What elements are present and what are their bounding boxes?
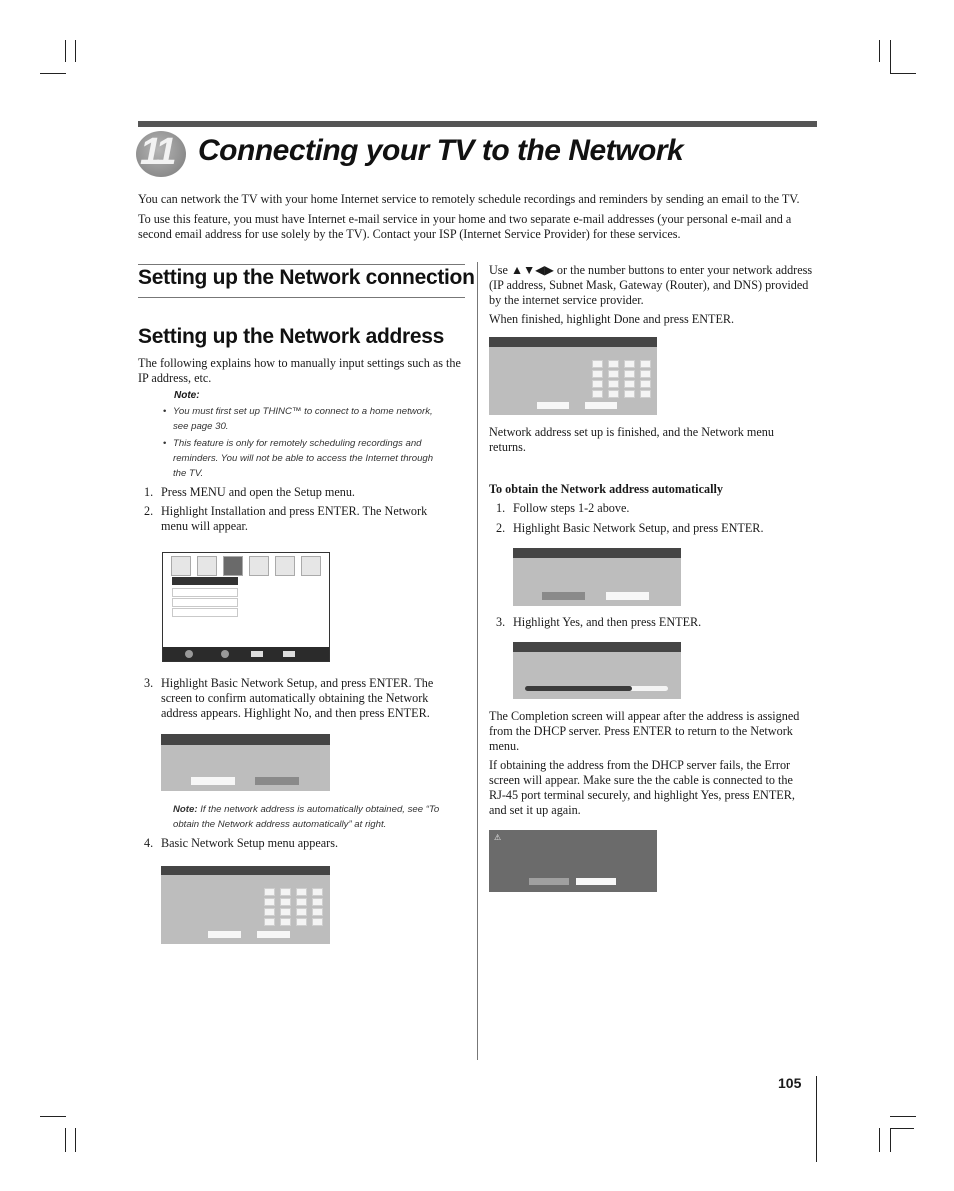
step-number: 2. <box>144 504 154 518</box>
chapter-number: 11 <box>140 131 174 173</box>
step-number: 3. <box>496 615 506 629</box>
screen-title-bar <box>161 734 330 745</box>
crop-mark <box>890 1128 914 1129</box>
note2-text: If the network address is automatically obtained, see “To obtain the Network address automatically” at right. <box>173 804 440 830</box>
step-item <box>144 836 451 851</box>
address-cell <box>592 370 603 378</box>
lead-paragraph: The following explains how to manually input settings such as the IP address, etc. <box>138 356 461 385</box>
crop-mark <box>890 40 891 74</box>
step-item <box>496 521 813 536</box>
crop-mark <box>890 73 916 74</box>
address-cell <box>640 360 651 368</box>
use-paragraph: Use ▲▼◀▶ or the number buttons to enter your network address (IP address, Subnet Mask, Gateway (Router), and DNS) provided by the internet service provider. <box>489 263 813 307</box>
address-cell <box>296 898 307 906</box>
step-number: 2. <box>496 521 506 535</box>
step-number: 3. <box>144 676 154 690</box>
network-address-screenshot <box>489 337 657 415</box>
back-key-icon <box>251 651 263 657</box>
address-cell <box>624 390 635 398</box>
screen-title-bar <box>489 337 657 347</box>
menu-row <box>172 608 238 617</box>
progress-fill <box>525 686 632 691</box>
address-cell <box>296 918 307 926</box>
obtaining-address-screenshot <box>513 642 681 699</box>
address-cell <box>280 888 291 896</box>
address-cell <box>608 360 619 368</box>
address-cell <box>640 370 651 378</box>
address-cell <box>264 888 275 896</box>
address-cell <box>592 390 603 398</box>
setup-menu-screenshot <box>162 552 330 662</box>
no-button-mock <box>576 878 616 885</box>
step-text: Highlight Installation and press ENTER. The Network menu will appear. <box>161 504 428 533</box>
tv-guide-icon <box>249 556 269 576</box>
confirm-auto-screenshot <box>161 734 330 791</box>
address-cell <box>296 908 307 916</box>
page-number-rule <box>816 1076 817 1162</box>
step-text: Highlight Basic Network Setup, and press ENTER. <box>513 521 764 535</box>
crop-mark <box>40 73 66 74</box>
cancel-button-mock <box>585 402 617 409</box>
step-item <box>144 504 451 534</box>
address-cell <box>640 390 651 398</box>
antenna-icon <box>171 556 191 576</box>
section-rule-bottom <box>138 297 465 298</box>
address-cell <box>280 918 291 926</box>
address-cell <box>608 390 619 398</box>
crop-mark <box>890 1116 916 1117</box>
select-icon <box>221 650 229 658</box>
clock-icon <box>275 556 295 576</box>
crop-mark <box>65 40 66 62</box>
note-text: This feature is only for remotely scheduling recordings and reminders. You will not be able to access the Internet through the TV. <box>173 438 434 479</box>
address-cell <box>264 918 275 926</box>
note-label: Note: <box>174 390 200 401</box>
navigate-icon <box>185 650 193 658</box>
yes-button-mock <box>191 777 235 785</box>
crop-mark <box>879 1128 880 1152</box>
note-text: You must first set up THINC™ to connect to a home network, see page 30. <box>173 406 433 432</box>
chapter-title: Connecting your TV to the Network <box>198 134 684 167</box>
section-rule-top <box>138 264 465 265</box>
chapter-number-badge <box>136 131 186 177</box>
note2 <box>173 802 463 832</box>
completion-paragraph: The Completion screen will appear after the address is assigned from the DHCP server. Press ENTER to return to the Network menu. <box>489 709 800 753</box>
address-cell <box>592 380 603 388</box>
crop-mark <box>75 40 76 62</box>
cancel-button-mock <box>257 931 290 938</box>
column-divider <box>477 262 478 1060</box>
step-text: Basic Network Setup menu appears. <box>161 836 339 850</box>
address-cell <box>312 908 323 916</box>
section-title: Setting up the Network connection <box>138 266 475 289</box>
screen-title-bar <box>161 866 330 875</box>
chapter-bar <box>138 121 817 127</box>
menu-row <box>172 598 238 607</box>
menu-selected-row <box>172 577 238 585</box>
step-text: Press MENU and open the Setup menu. <box>161 485 355 499</box>
info-icon <box>301 556 321 576</box>
step-item <box>496 615 813 630</box>
address-cell <box>608 380 619 388</box>
screen-title-bar <box>513 642 681 652</box>
screen-title-bar <box>513 548 681 558</box>
menu-footer <box>163 647 329 661</box>
note-item <box>163 436 448 481</box>
address-cell <box>624 360 635 368</box>
finished-paragraph: Network address set up is finished, and the Network menu returns. <box>489 425 774 454</box>
step-text: Highlight Yes, and then press ENTER. <box>513 615 702 629</box>
satellite-icon <box>223 556 243 576</box>
step-item <box>496 501 813 516</box>
crop-mark <box>65 1128 66 1152</box>
error-paragraph: If obtaining the address from the DHCP server fails, the Error screen will appear. Make sure the the cable is connected to the RJ-45 port terminal securely, and highlight Yes, press ENTER, and set it up again. <box>489 758 795 817</box>
address-cell <box>624 370 635 378</box>
menu-row <box>172 588 238 597</box>
address-cell <box>280 898 291 906</box>
step-item <box>144 676 453 721</box>
address-cell <box>312 918 323 926</box>
basic-network-setup-screenshot <box>161 866 330 944</box>
crop-mark <box>75 1128 76 1152</box>
bullet-icon: • <box>163 406 167 417</box>
address-cell <box>592 360 603 368</box>
step-number: 4. <box>144 836 154 850</box>
no-button-mock <box>606 592 649 600</box>
tools-icon <box>197 556 217 576</box>
exit-key-icon <box>283 651 295 657</box>
bullet-icon: • <box>163 438 167 449</box>
confirm-auto-yes-screenshot <box>513 548 681 606</box>
done-paragraph: When finished, highlight Done and press ENTER. <box>489 312 735 326</box>
step-number: 1. <box>496 501 506 515</box>
note2-label: Note: <box>173 804 198 815</box>
crop-mark <box>879 40 880 62</box>
address-cell <box>624 380 635 388</box>
crop-mark <box>40 1116 66 1117</box>
step-text: Follow steps 1-2 above. <box>513 501 630 515</box>
intro-paragraph-1: You can network the TV with your home Internet service to remotely schedule recordings and reminders by sending an email to the TV. <box>138 192 800 206</box>
step-item <box>144 485 461 500</box>
address-cell <box>296 888 307 896</box>
yes-button-mock <box>529 878 569 885</box>
address-cell <box>264 908 275 916</box>
page-number: 105 <box>778 1075 802 1091</box>
address-cell <box>312 888 323 896</box>
address-cell <box>608 370 619 378</box>
note-item <box>163 404 448 434</box>
step-text: Highlight Basic Network Setup, and press ENTER. The screen to confirm automatically obtaining the Network address appears. Highlight No, and then press ENTER. <box>161 676 434 720</box>
address-cell <box>640 380 651 388</box>
address-cell <box>312 898 323 906</box>
intro-paragraph-2: To use this feature, you must have Internet e-mail service in your home and two separate e-mail addresses (your personal e-mail and a second email address for use solely by the TV). Contact your ISP (Internet Service Provider) for these services. <box>138 212 792 241</box>
warning-icon: ⚠ <box>494 833 502 842</box>
step-number: 1. <box>144 485 154 499</box>
address-cell <box>280 908 291 916</box>
error-screenshot <box>489 830 657 892</box>
done-button-mock <box>537 402 569 409</box>
yes-button-mock <box>542 592 585 600</box>
address-cell <box>264 898 275 906</box>
subsection-title: Setting up the Network address <box>138 325 445 348</box>
done-button-mock <box>208 931 241 938</box>
crop-mark <box>890 1128 891 1152</box>
no-button-mock <box>255 777 299 785</box>
auto-heading: To obtain the Network address automatically <box>489 482 723 496</box>
